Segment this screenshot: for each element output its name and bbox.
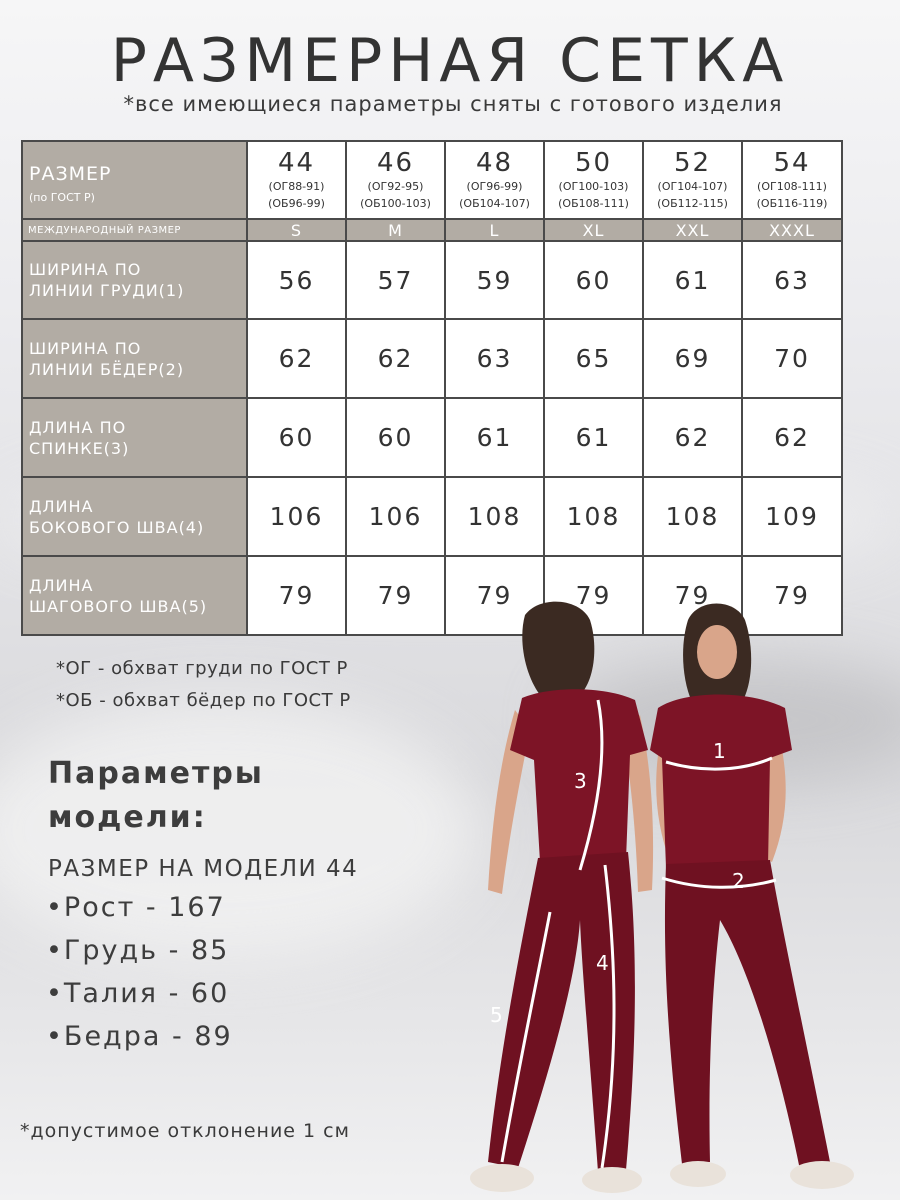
size-col-52: 52 (ОГ104-107) (ОБ112-115) [643, 141, 742, 219]
intl-size: XXXL [742, 219, 842, 241]
intl-size: XXL [643, 219, 742, 241]
model-param-hips: •Бедра - 89 [46, 1021, 233, 1052]
model-size-on-model: РАЗМЕР НА МОДЕЛИ 44 [48, 856, 359, 882]
size-col-54: 54 (ОГ108-111) (ОБ116-119) [742, 141, 842, 219]
models-photo [430, 590, 900, 1200]
table-cell: 108 [445, 477, 544, 556]
table-cell: 79 [346, 556, 445, 635]
table-cell: 62 [742, 398, 842, 477]
table-row [22, 477, 842, 556]
row-label-inseam: ДЛИНА ШАГОВОГО ШВА(5) [22, 556, 247, 635]
model-param-chest: •Грудь - 85 [46, 935, 230, 966]
table-row [22, 319, 842, 398]
table-cell: 61 [643, 241, 742, 319]
marker-2: 2 [732, 869, 745, 893]
table-cell: 60 [544, 241, 643, 319]
intl-size: M [346, 219, 445, 241]
intl-size: XL [544, 219, 643, 241]
table-cell: 106 [247, 477, 346, 556]
table-cell: 61 [445, 398, 544, 477]
table-cell: 79 [643, 556, 742, 635]
size-col-50: 50 (ОГ100-103) (ОБ108-111) [544, 141, 643, 219]
tolerance-note: *допустимое отклонение 1 см [20, 1120, 350, 1142]
marker-5: 5 [490, 1003, 503, 1027]
intl-size-row [22, 219, 842, 241]
intl-size: L [445, 219, 544, 241]
table-row [22, 398, 842, 477]
page-subtitle: *все имеющиеся параметры сняты с готового изделия [123, 92, 783, 116]
table-cell: 56 [247, 241, 346, 319]
table-cell: 79 [544, 556, 643, 635]
marker-4: 4 [596, 951, 609, 975]
intl-size-label: МЕЖДУНАРОДНЫЙ РАЗМЕР [22, 219, 247, 241]
table-cell: 63 [742, 241, 842, 319]
size-table [21, 140, 843, 636]
table-cell: 62 [346, 319, 445, 398]
row-label-chest: ШИРИНА ПО ЛИНИИ ГРУДИ(1) [22, 241, 247, 319]
size-col-48: 48 (ОГ96-99) (ОБ104-107) [445, 141, 544, 219]
model-params-title: Параметры модели: [48, 756, 264, 835]
table-cell: 79 [445, 556, 544, 635]
table-cell: 62 [247, 319, 346, 398]
size-col-44: 44 (ОГ88-91) (ОБ96-99) [247, 141, 346, 219]
model-front-figure [650, 604, 854, 1190]
table-cell: 70 [742, 319, 842, 398]
table-cell: 57 [346, 241, 445, 319]
table-cell: 61 [544, 398, 643, 477]
table-cell: 69 [643, 319, 742, 398]
marker-3: 3 [574, 769, 587, 793]
intl-size: S [247, 219, 346, 241]
note-og: *ОГ - обхват груди по ГОСТ Р [56, 658, 348, 679]
table-cell: 106 [346, 477, 445, 556]
page-title: РАЗМЕРНАЯ СЕТКА [110, 26, 790, 96]
table-cell: 63 [445, 319, 544, 398]
table-cell: 108 [643, 477, 742, 556]
model-param-height: •Рост - 167 [46, 892, 226, 923]
row-label-back-length: ДЛИНА ПО СПИНКЕ(3) [22, 398, 247, 477]
table-cell: 79 [742, 556, 842, 635]
table-row [22, 241, 842, 319]
model-back-figure [470, 602, 653, 1193]
note-ob: *ОБ - обхват бёдер по ГОСТ Р [56, 690, 351, 711]
row-label-hips: ШИРИНА ПО ЛИНИИ БЁДЕР(2) [22, 319, 247, 398]
table-cell: 60 [247, 398, 346, 477]
table-cell: 79 [247, 556, 346, 635]
table-cell: 60 [346, 398, 445, 477]
row-label-side-seam: ДЛИНА БОКОВОГО ШВА(4) [22, 477, 247, 556]
size-header-row [22, 141, 842, 219]
table-cell: 109 [742, 477, 842, 556]
table-cell: 59 [445, 241, 544, 319]
table-cell: 65 [544, 319, 643, 398]
size-col-46: 46 (ОГ92-95) (ОБ100-103) [346, 141, 445, 219]
table-cell: 62 [643, 398, 742, 477]
model-param-waist: •Талия - 60 [46, 978, 230, 1009]
table-cell: 108 [544, 477, 643, 556]
size-header-label: РАЗМЕР (по ГОСТ Р) [22, 141, 247, 219]
marker-1: 1 [713, 739, 726, 763]
